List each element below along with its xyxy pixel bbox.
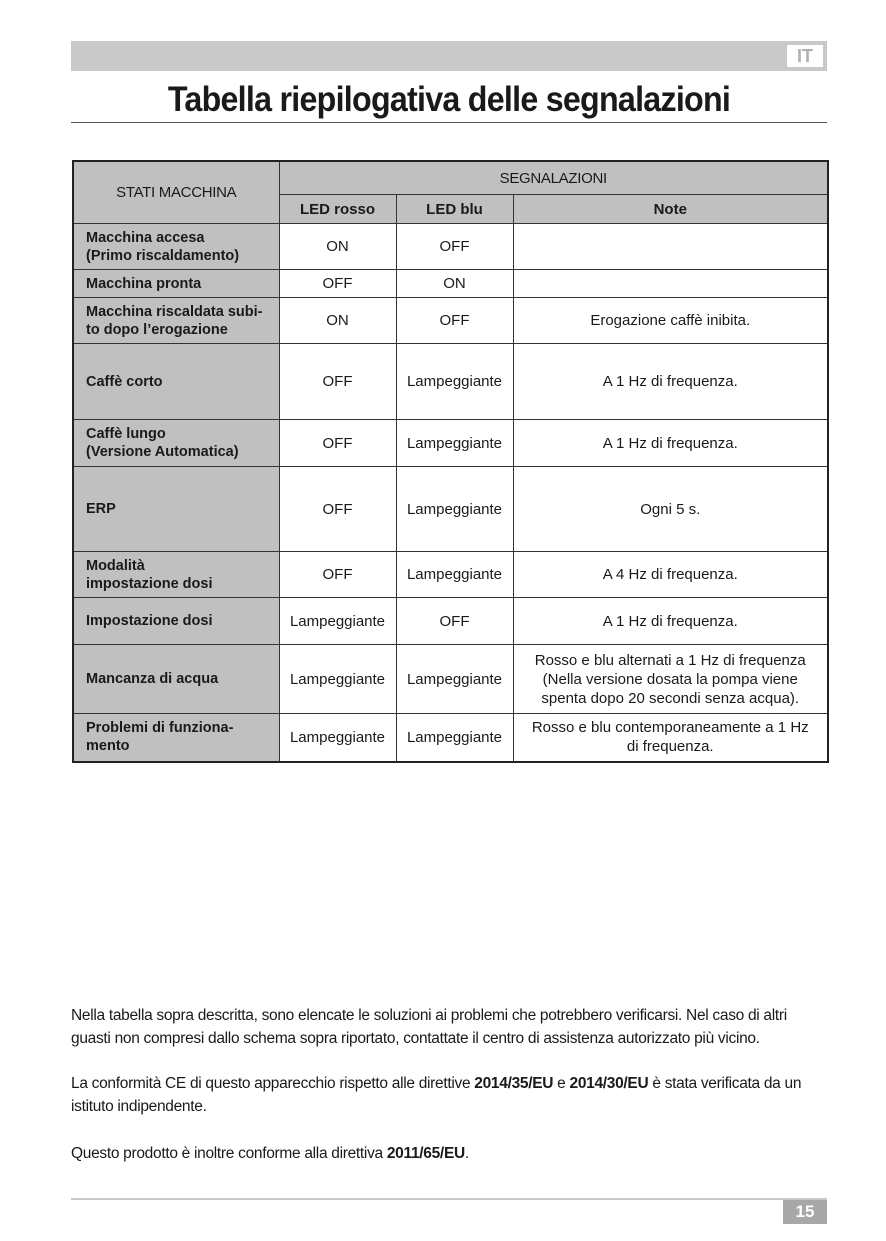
led-blue-cell: Lampeggiante (396, 467, 513, 552)
machine-state-cell (73, 344, 279, 420)
machine-state-cell-line: ERP (86, 501, 116, 517)
note-cell-line: Ogni 5 s. (640, 500, 701, 518)
machine-state-cell-line: Mancanza di acqua (86, 671, 219, 687)
machine-state-cell (73, 270, 279, 298)
machine-state-cell-line: (Versione Automatica) (86, 444, 239, 460)
machine-state-cell-line: to dopo l’erogazione (86, 321, 228, 338)
table-row (73, 344, 828, 420)
note-cell (513, 467, 828, 552)
page-title: Tabella riepilogativa delle segnalazioni (167, 80, 731, 119)
machine-state-cell (73, 645, 279, 714)
ce-conformity-paragraph (71, 1072, 827, 1118)
header-machine-states: STATI MACCHINA (73, 161, 279, 224)
led-blue-cell: OFF (396, 298, 513, 344)
rohs-paragraph (71, 1142, 827, 1165)
table-row (73, 552, 828, 598)
note-cell (513, 552, 828, 598)
machine-state-cell (73, 598, 279, 645)
machine-state-cell (73, 420, 279, 467)
led-red-cell: Lampeggiante (279, 645, 396, 714)
note-cell-line: A 1 Hz di frequenza. (602, 612, 738, 630)
note-cell-line: (Nella versione dosata la pompa viene (542, 670, 798, 688)
machine-state-cell-line: impostazione dosi (86, 575, 213, 592)
led-red-cell: OFF (279, 420, 396, 467)
note-cell-line: di frequenza. (626, 738, 714, 756)
machine-state-cell-line: Impostazione dosi (86, 613, 213, 629)
language-badge: IT (786, 44, 824, 68)
table-row (73, 224, 828, 270)
machine-state-cell-line: Problemi di funziona- (86, 720, 234, 737)
machine-state-cell-line: Macchina riscaldata subi- (86, 303, 263, 320)
machine-state-cell-line: Macchina accesa (86, 229, 205, 246)
led-blue-cell: Lampeggiante (396, 344, 513, 420)
rohs-text-2: . (464, 1145, 469, 1162)
title-divider (71, 122, 827, 123)
note-cell (513, 298, 828, 344)
ce-text-2: e (553, 1075, 570, 1092)
led-blue-cell: Lampeggiante (396, 645, 513, 714)
table-row (73, 420, 828, 467)
led-blue-cell: OFF (396, 224, 513, 270)
machine-state-cell-line: mento (86, 738, 130, 755)
machine-state-cell-line: (Primo riscaldamento) (86, 247, 240, 264)
machine-state-cell-line: Caffè corto (86, 373, 163, 390)
note-cell (513, 645, 828, 714)
led-red-cell: ON (279, 298, 396, 344)
footer-divider (71, 1198, 827, 1200)
machine-state-cell-line: Caffè lungo (86, 426, 166, 442)
header-led-blue: LED blu (396, 195, 513, 224)
machine-state-cell (73, 298, 279, 344)
note-cell (513, 714, 828, 762)
ce-text-1: La conformità CE di questo apparecchio rispetto alle direttive (71, 1075, 475, 1092)
led-red-cell: OFF (279, 552, 396, 598)
table-row (73, 467, 828, 552)
table-row (73, 270, 828, 298)
header-notes: Note (513, 195, 828, 224)
led-blue-cell: ON (396, 270, 513, 298)
header-led-red: LED rosso (279, 195, 396, 224)
led-blue-cell: Lampeggiante (396, 420, 513, 467)
note-cell (513, 224, 828, 270)
led-red-cell: Lampeggiante (279, 598, 396, 645)
note-cell (513, 598, 828, 645)
directive-2011-65: 2011/65/EU (386, 1145, 465, 1162)
led-red-cell: OFF (279, 344, 396, 420)
note-cell-line: A 1 Hz di frequenza. (602, 434, 738, 452)
troubleshooting-paragraph: Nella tabella sopra descritta, sono elencate le soluzioni ai problemi che potrebbero verificarsi. Nel caso di altri guasti non compresi dallo schema sopra riportato, contattate il centro di assistenza autorizzato più vicino. (71, 1007, 787, 1047)
table-row (73, 645, 828, 714)
note-cell (513, 270, 828, 298)
led-blue-cell: OFF (396, 598, 513, 645)
led-red-cell: ON (279, 224, 396, 270)
note-cell-line: Erogazione caffè inibita. (590, 312, 751, 329)
page-number: 15 (783, 1200, 827, 1224)
signals-table (72, 160, 829, 763)
note-cell-line: Rosso e blu contemporaneamente a 1 Hz (531, 719, 809, 737)
machine-state-cell (73, 552, 279, 598)
machine-state-cell-line: Modalità (86, 557, 145, 574)
led-red-cell: OFF (279, 270, 396, 298)
directive-2014-35: 2014/35/EU (474, 1075, 554, 1092)
led-blue-cell: Lampeggiante (396, 552, 513, 598)
table-row (73, 598, 828, 645)
machine-state-cell (73, 224, 279, 270)
ce-text-3: è stata verificata da un istituto indipendente. (71, 1075, 802, 1115)
led-blue-cell: Lampeggiante (396, 714, 513, 762)
machine-state-cell (73, 714, 279, 762)
table-row (73, 298, 828, 344)
note-cell-line: A 1 Hz di frequenza. (602, 373, 738, 390)
table-row (73, 714, 828, 762)
rohs-text-1: Questo prodotto è inoltre conforme alla direttiva (71, 1145, 387, 1162)
led-red-cell: Lampeggiante (279, 714, 396, 762)
note-cell (513, 344, 828, 420)
note-cell-line: spenta dopo 20 secondi senza acqua). (541, 689, 800, 707)
directive-2014-30: 2014/30/EU (569, 1075, 649, 1092)
note-cell (513, 420, 828, 467)
note-cell-line: A 4 Hz di frequenza. (602, 566, 738, 583)
led-red-cell: OFF (279, 467, 396, 552)
machine-state-cell (73, 467, 279, 552)
table-body (73, 224, 828, 762)
header-signals: SEGNALAZIONI (279, 161, 828, 195)
note-cell-line: Rosso e blu alternati a 1 Hz di frequenza (534, 651, 806, 669)
machine-state-cell-line: Macchina pronta (86, 275, 202, 292)
header-bar (71, 41, 827, 71)
